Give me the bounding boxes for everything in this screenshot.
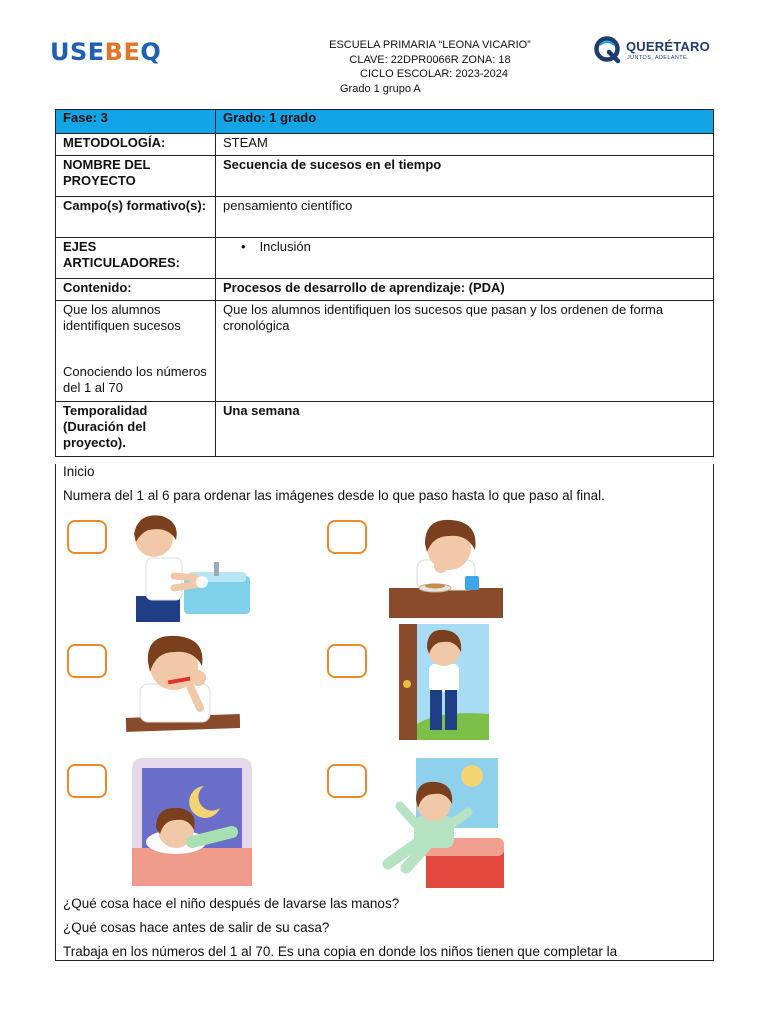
campo-row xyxy=(56,197,714,238)
contenido-cell xyxy=(56,301,216,402)
ejes-row xyxy=(56,238,714,279)
contenido-item-1: Que los alumnos identifiquen sucesos xyxy=(63,302,181,333)
grado-cell: Grado: 1 grado xyxy=(216,110,714,134)
school-grade: Grado 1 grupo A xyxy=(340,82,421,95)
number-box-4[interactable] xyxy=(327,644,367,678)
contenido-label: Contenido: xyxy=(56,279,216,301)
number-box-3[interactable] xyxy=(67,644,107,678)
activity-instruction: Numera del 1 al 6 para ordenar las imágenes desde lo que paso hasta lo que paso al final. xyxy=(63,488,605,503)
ejes-value xyxy=(216,238,714,279)
pda-value: Que los alumnos identifiquen los sucesos que pasan y los ordenen de forma cronológica xyxy=(216,301,714,402)
campo-label: Campo(s) formativo(s): xyxy=(56,197,216,238)
contenido-item-2: Conociendo los números del 1 al 70 xyxy=(63,364,207,395)
usebeq-logo-text: USEBEQ xyxy=(50,38,162,66)
leaving-house-illustration xyxy=(399,624,489,740)
proyecto-label: NOMBRE DEL PROYECTO xyxy=(56,156,216,197)
queretaro-q-icon xyxy=(594,36,622,64)
usebeq-logo xyxy=(50,38,161,66)
sleeping-illustration xyxy=(132,758,252,886)
fase-cell: Fase: 3 xyxy=(56,110,216,134)
school-name: ESCUELA PRIMARIA “LEONA VICARIO” xyxy=(329,39,531,51)
temporalidad-label: Temporalidad (Duración del proyecto). xyxy=(56,402,216,457)
inicio-label: Inicio xyxy=(63,464,95,479)
washing-hands-illustration xyxy=(124,512,252,622)
pda-label: Procesos de desarrollo de aprendizaje: (PDA) xyxy=(216,279,714,301)
brushing-teeth-illustration xyxy=(124,632,240,736)
metodologia-label: METODOLOGÍA: xyxy=(56,134,216,156)
number-box-5[interactable] xyxy=(67,764,107,798)
ejes-item: • Inclusión xyxy=(223,239,706,255)
temporalidad-row xyxy=(56,402,714,457)
waking-up-illustration xyxy=(376,758,504,888)
queretaro-logo xyxy=(594,36,714,70)
question-3: Trabaja en los números del 1 al 70. Es una copia en donde los niños tienen que completar la xyxy=(63,944,618,959)
queretaro-name: QUERÉTARO xyxy=(626,39,710,54)
proyecto-value: Secuencia de sucesos en el tiempo xyxy=(216,156,714,197)
activity-section xyxy=(55,464,714,961)
question-2: ¿Qué cosas hace antes de salir de su casa? xyxy=(63,920,330,935)
contenido-header-row xyxy=(56,279,714,301)
contenido-row xyxy=(56,301,714,402)
metodologia-value: STEAM xyxy=(216,134,714,156)
planning-table xyxy=(55,109,714,457)
school-header xyxy=(300,38,560,96)
school-cycle: CICLO ESCOLAR: 2023-2024 xyxy=(360,68,508,81)
phase-row xyxy=(56,110,714,134)
number-box-6[interactable] xyxy=(327,764,367,798)
eating-illustration xyxy=(389,514,503,618)
metodologia-row xyxy=(56,134,714,156)
proyecto-row xyxy=(56,156,714,197)
campo-value: pensamiento científico xyxy=(216,197,714,238)
queretaro-tagline: JUNTOS, ADELANTE. xyxy=(627,55,690,61)
temporalidad-value: Una semana xyxy=(216,402,714,457)
number-box-2[interactable] xyxy=(327,520,367,554)
question-1: ¿Qué cosa hace el niño después de lavarse las manos? xyxy=(63,896,400,911)
school-clave: CLAVE: 22DPR0066R ZONA: 18 xyxy=(349,53,511,66)
number-box-1[interactable] xyxy=(67,520,107,554)
ejes-label: EJES ARTICULADORES: xyxy=(56,238,216,279)
